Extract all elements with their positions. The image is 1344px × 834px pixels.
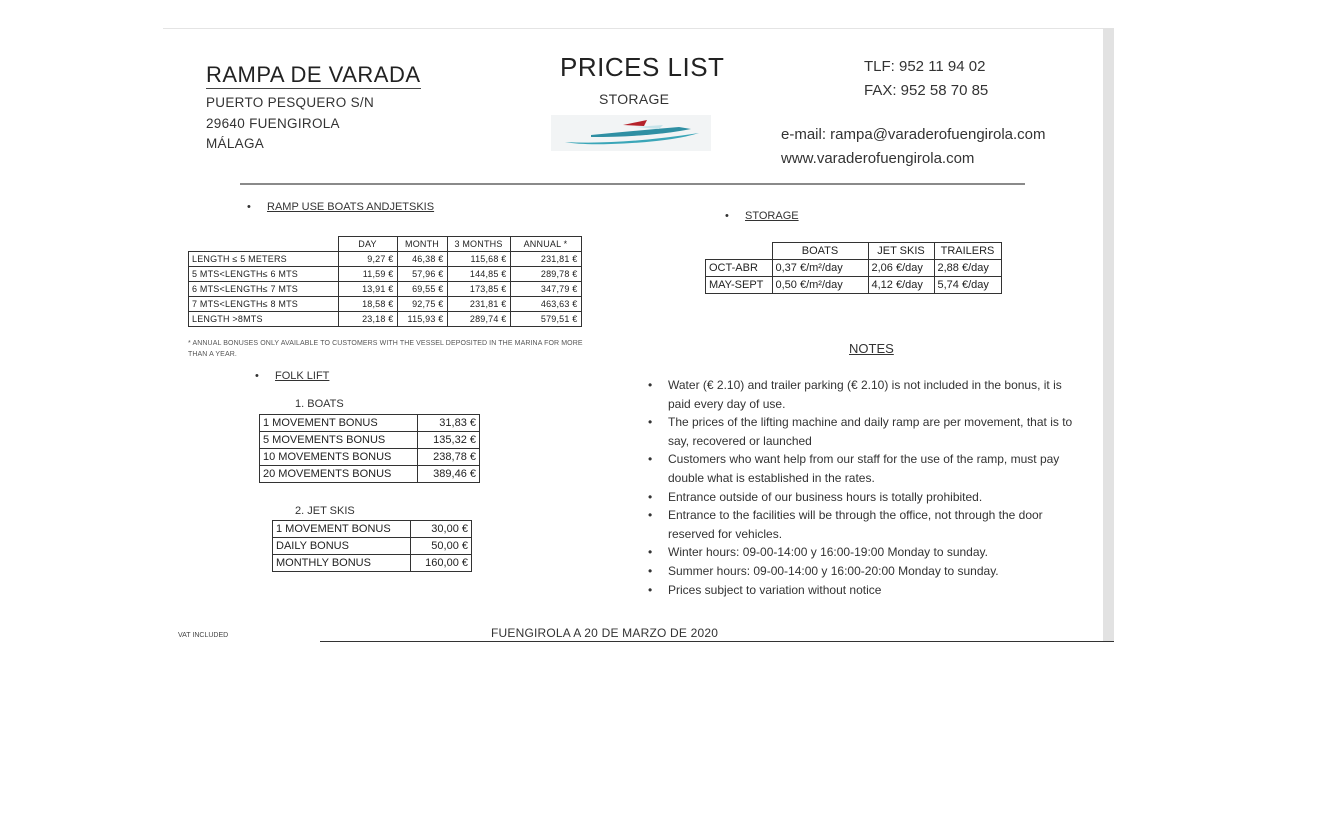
price-cell: 160,00 € [411, 555, 472, 572]
row-label: OCT-ABR [706, 260, 773, 277]
boats-lift-table [259, 414, 480, 483]
address-line-1: PUERTO PESQUERO S/N [206, 95, 374, 110]
boat-logo [551, 115, 711, 151]
column-header: ANNUAL * [510, 237, 581, 252]
note-item: • Winter hours: 09-00-14:00 y 16:00-19:00 Monday to sunday. [648, 543, 1078, 562]
page-bottom-rule [320, 641, 1114, 642]
empty-header-cell [706, 243, 773, 260]
table-header-row [706, 243, 1002, 260]
price-cell: 173,85 € [447, 282, 510, 297]
fax-number: FAX: 952 58 70 85 [864, 82, 989, 99]
notes-list [648, 376, 1078, 599]
table-row [260, 432, 480, 449]
table-row [706, 277, 1002, 294]
row-label: 5 MTS<LENGTH≤ 6 MTS [189, 267, 339, 282]
column-header: JET SKIS [868, 243, 934, 260]
price-cell: 23,18 € [338, 312, 397, 327]
price-cell: 4,12 €/day [868, 277, 934, 294]
website-url[interactable]: www.varaderofuengirola.com [781, 150, 975, 167]
price-cell: 231,81 € [510, 252, 581, 267]
price-cell: 92,75 € [397, 297, 447, 312]
price-cell: 30,00 € [411, 521, 472, 538]
table-row [260, 415, 480, 432]
price-cell: 18,58 € [338, 297, 397, 312]
price-cell: 31,83 € [418, 415, 480, 432]
price-cell: 347,79 € [510, 282, 581, 297]
note-item: • Entrance to the facilities will be through the office, not through the door reserved for vehicles. [648, 506, 1078, 543]
row-label: LENGTH >8MTS [189, 312, 339, 327]
table-row [273, 538, 472, 555]
boats-subheading: 1. BOATS [295, 398, 344, 410]
ramp-price-table [188, 236, 582, 327]
ramp-section-title: • RAMP USE BOATS ANDJETSKIS [267, 201, 434, 213]
note-item: • Entrance outside of our business hours is totally prohibited. [648, 488, 1078, 507]
column-header: 3 MONTHS [447, 237, 510, 252]
price-cell: 463,63 € [510, 297, 581, 312]
table-header-row [189, 237, 582, 252]
price-cell: 57,96 € [397, 267, 447, 282]
price-cell: 0,37 €/m²/day [772, 260, 868, 277]
page-edge-shadow [1103, 28, 1114, 642]
row-label: 20 MOVEMENTS BONUS [260, 466, 418, 483]
row-label: LENGTH ≤ 5 METERS [189, 252, 339, 267]
storage-section-title: • STORAGE [745, 210, 799, 222]
price-cell: 2,06 €/day [868, 260, 934, 277]
row-label: 5 MOVEMENTS BONUS [260, 432, 418, 449]
storage-price-table [705, 242, 1002, 294]
annual-footnote: * ANNUAL BONUSES ONLY AVAILABLE TO CUSTOMERS WITH THE VESSEL DEPOSITED IN THE MARINA FOR MORE THAN A YEAR. [188, 340, 583, 358]
jetskis-lift-table [272, 520, 472, 572]
table-row [273, 555, 472, 572]
price-cell: 144,85 € [447, 267, 510, 282]
table-row [189, 252, 582, 267]
address-line-2: 29640 FUENGIROLA [206, 116, 340, 131]
table-row [260, 466, 480, 483]
price-cell: 69,55 € [397, 282, 447, 297]
price-cell: 389,46 € [418, 466, 480, 483]
row-label: DAILY BONUS [273, 538, 411, 555]
table-row [260, 449, 480, 466]
empty-header-cell [189, 237, 339, 252]
price-cell: 231,81 € [447, 297, 510, 312]
note-item: • Summer hours: 09-00-14:00 y 16:00-20:00 Monday to sunday. [648, 562, 1078, 581]
jetskis-subheading: 2. JET SKIS [295, 505, 355, 517]
price-cell: 5,74 €/day [934, 277, 1001, 294]
price-cell: 50,00 € [411, 538, 472, 555]
lift-section-title: • FOLK LIFT [275, 370, 329, 382]
price-cell: 579,51 € [510, 312, 581, 327]
footer-date: FUENGIROLA A 20 DE MARZO DE 2020 [491, 626, 719, 640]
notes-title: NOTES [849, 341, 894, 356]
price-cell: 46,38 € [397, 252, 447, 267]
price-cell: 13,91 € [338, 282, 397, 297]
page-subtitle: STORAGE [599, 91, 670, 107]
header-divider [240, 183, 1025, 185]
company-name: RAMPA DE VARADA [206, 62, 421, 87]
row-label: 7 MTS<LENGTH≤ 8 MTS [189, 297, 339, 312]
column-header: DAY [338, 237, 397, 252]
note-item: • The prices of the lifting machine and daily ramp are per movement, that is to say, recovered or launched [648, 413, 1078, 450]
vat-notice: VAT INCLUDED [178, 632, 229, 639]
price-cell: 115,68 € [447, 252, 510, 267]
column-header: BOATS [772, 243, 868, 260]
table-row [189, 312, 582, 327]
address-line-3: MÁLAGA [206, 136, 265, 151]
price-cell: 238,78 € [418, 449, 480, 466]
table-row [273, 521, 472, 538]
column-header: MONTH [397, 237, 447, 252]
row-label: 1 MOVEMENT BONUS [260, 415, 418, 432]
price-cell: 9,27 € [338, 252, 397, 267]
price-cell: 289,74 € [447, 312, 510, 327]
price-cell: 289,78 € [510, 267, 581, 282]
phone-number: TLF: 952 11 94 02 [864, 58, 986, 75]
note-item: • Prices subject to variation without notice [648, 581, 1078, 600]
page-title: PRICES LIST [560, 52, 725, 82]
price-cell: 135,32 € [418, 432, 480, 449]
price-cell: 0,50 €/m²/day [772, 277, 868, 294]
note-item: • Customers who want help from our staff for the use of the ramp, must pay double what is established in the rates. [648, 450, 1078, 487]
row-label: 6 MTS<LENGTH≤ 7 MTS [189, 282, 339, 297]
row-label: 1 MOVEMENT BONUS [273, 521, 411, 538]
price-cell: 2,88 €/day [934, 260, 1001, 277]
table-row [189, 297, 582, 312]
table-row [189, 282, 582, 297]
row-label: MAY-SEPT [706, 277, 773, 294]
price-cell: 115,93 € [397, 312, 447, 327]
table-row [706, 260, 1002, 277]
table-row [189, 267, 582, 282]
note-item: • Water (€ 2.10) and trailer parking (€ 2.10) is not included in the bonus, it is paid every day of use. [648, 376, 1078, 413]
column-header: TRAILERS [934, 243, 1001, 260]
row-label: MONTHLY BONUS [273, 555, 411, 572]
email-address[interactable]: e-mail: rampa@varaderofuengirola.com [781, 126, 1046, 143]
row-label: 10 MOVEMENTS BONUS [260, 449, 418, 466]
price-cell: 11,59 € [338, 267, 397, 282]
